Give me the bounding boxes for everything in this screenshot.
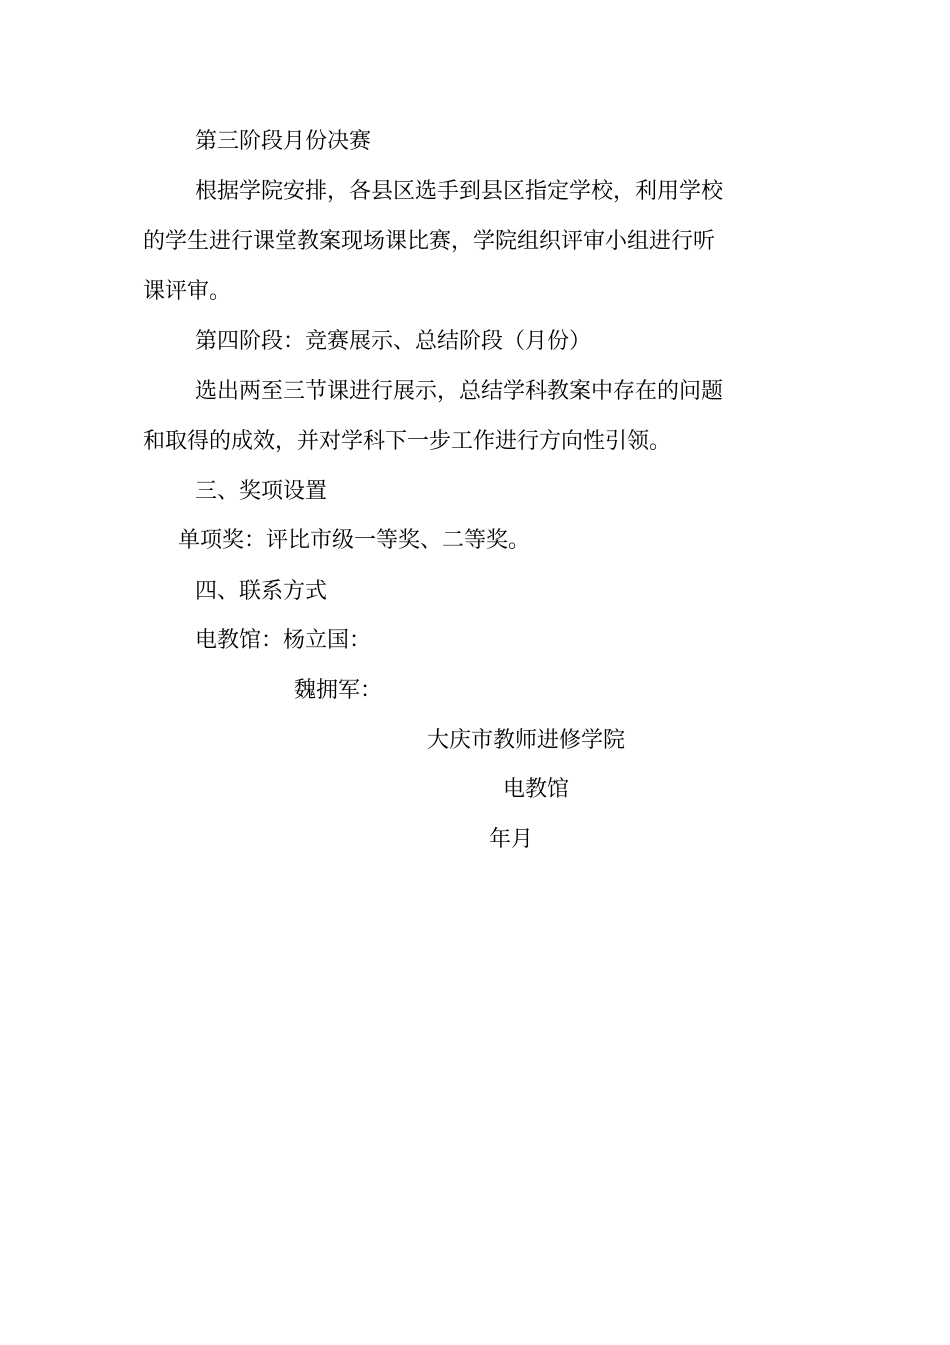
- stage4-body-line2: 和取得的成效，并对学科下一步工作进行方向性引领。: [143, 429, 672, 454]
- section3-heading: 三、奖项设置: [195, 479, 328, 504]
- signature-org: 大庆市教师进修学院: [427, 728, 626, 753]
- signature-date: 年月: [489, 827, 534, 852]
- award-text: 单项奖：评比市级一等奖、二等奖。: [178, 528, 531, 553]
- stage3-body-line3: 课评审。: [143, 279, 232, 304]
- stage3-body-line1: 根据学院安排，各县区选手到县区指定学校，利用学校: [195, 179, 724, 204]
- stage4-body-line1: 选出两至三节课进行展示，总结学科教案中存在的问题: [195, 379, 724, 404]
- section4-heading: 四、联系方式: [195, 579, 328, 604]
- contact-line1: 电教馆：杨立国：: [195, 628, 372, 653]
- stage3-heading: 第三阶段月份决赛: [195, 129, 372, 154]
- contact-line2: 魏拥军：: [294, 678, 383, 703]
- stage3-body-line2: 的学生进行课堂教案现场课比赛，学院组织评审小组进行听: [143, 229, 716, 254]
- signature-dept: 电教馆: [503, 777, 570, 802]
- stage4-heading: 第四阶段：竞赛展示、总结阶段（月份）: [195, 329, 592, 354]
